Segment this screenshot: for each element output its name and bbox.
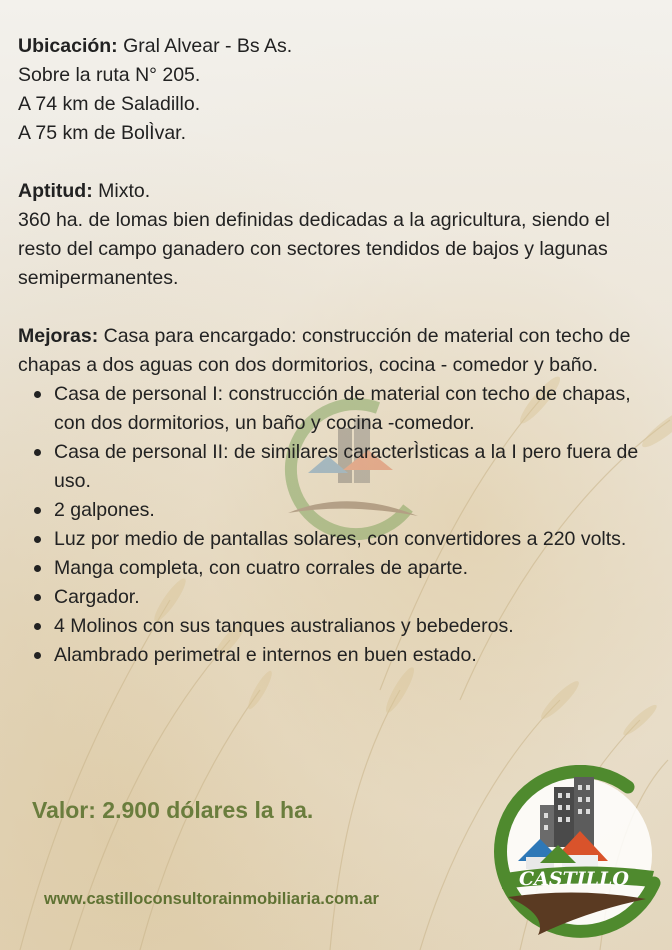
mejoras-line xyxy=(18,322,658,380)
castillo-logo xyxy=(478,765,666,940)
ubicacion-line xyxy=(18,32,658,61)
website-link[interactable]: www.castilloconsultorainmobiliaria.com.ar xyxy=(44,890,379,908)
list-item: 2 galpones. xyxy=(54,496,658,525)
list-item: Manga completa, con cuatro corrales de aparte. xyxy=(54,554,658,583)
ubicacion-distance-bolivar: A 75 km de BolÌvar. xyxy=(18,122,187,144)
list-item: Alambrado perimetral e internos en buen estado. xyxy=(54,641,658,670)
list-item: Luz por medio de pantallas solares, con convertidores a 220 volts. xyxy=(54,525,658,554)
mejoras-list xyxy=(18,380,658,670)
ubicacion-value: Gral Alvear - Bs As. xyxy=(117,35,293,57)
aptitud-label: Aptitud: xyxy=(18,180,93,202)
ubicacion-label: Ubicación: xyxy=(18,35,118,57)
mejoras-label: Mejoras: xyxy=(18,325,99,347)
aptitud-description: 360 ha. de lomas bien definidas dedicadas a la agricultura, siendo el resto del campo ganadero con sectores tendidos de bajos y lagunas semipermanentes. xyxy=(18,209,610,289)
mejoras-value: Casa para encargado: construcción de material con techo de chapas a dos aguas con dos dormitorios, cocina - comedor y baño. xyxy=(18,325,631,376)
listing-body xyxy=(18,32,658,670)
ubicacion-distance-saladillo: A 74 km de Saladillo. xyxy=(18,93,201,115)
logo-text: CASTILLO xyxy=(519,868,629,890)
list-item: Casa de personal I: construcción de material con techo de chapas, con dos dormitorios, un baño y cocina -comedor. xyxy=(54,380,658,438)
ubicacion-route: Sobre la ruta N° 205. xyxy=(18,64,201,86)
aptitud-line xyxy=(18,177,658,206)
list-item: Cargador. xyxy=(54,583,658,612)
list-item: Casa de personal II: de similares caracterÌsticas a la I pero fuera de uso. xyxy=(54,438,658,496)
aptitud-value: Mixto. xyxy=(92,180,151,202)
list-item: 4 Molinos con sus tanques australianos y bebederos. xyxy=(54,612,658,641)
price-text: Valor: 2.900 dólares la ha. xyxy=(32,797,314,823)
